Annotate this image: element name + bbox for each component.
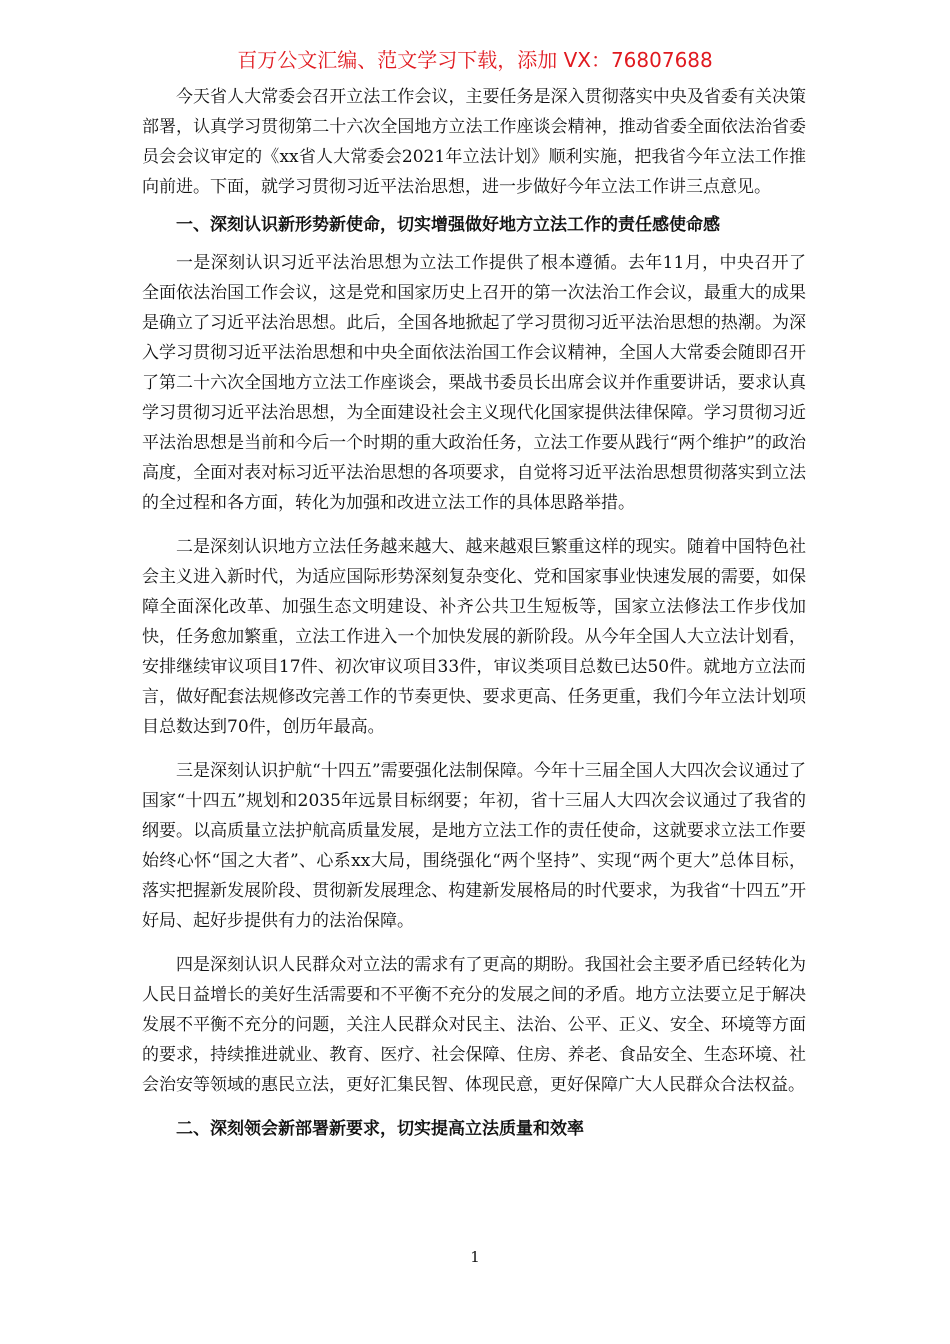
point-2-paragraph: 二是深刻认识地方立法任务越来越大、越来越艰巨繁重这样的现实。随着中国特色社会主义进入新时代，为适应国际形势深刻复杂变化、党和国家事业快速发展的需要，如保障全面深化改革、加强生态文明建设、补齐公共卫生短板等，国家立法修法工作步伐加快，任务愈加繁重，立法工作进入一个加快发展的新阶段。从今年全国人大立法计划看，安排继续审议项目17件、初次审议项目33件，审议类项目总数已达50件。就地方立法而言，做好配套法规修改完善工作的节奏更快、要求更高、任务更重，我们今年立法计划项目总数达到70件，创历年最高。 [142,537,806,737]
section-heading-1: 一、深刻认识新形势新使命，切实增强做好地方立法工作的责任感使命感 [176,215,720,235]
intro-paragraph: 今天省人大常委会召开立法工作会议，主要任务是深入贯彻落实中央及省委有关决策部署，认真学习贯彻第二十六次全国地方立法工作座谈会精神，推动省委全面依法治省委员会会议审定的《xx省人大常委会2021年立法计划》顺利实施，把我省今年立法工作推向前进。下面，就学习贯彻习近平法治思想，进一步做好今年立法工作讲三点意见。 [142,87,806,197]
point-3-paragraph: 三是深刻认识护航“十四五”需要强化法制保障。今年十三届全国人大四次会议通过了国家“十四五”规划和2035年远景目标纲要；年初，省十三届人大四次会议通过了我省的纲要。以高质量立法护航高质量发展，是地方立法工作的责任使命，这就要求立法工作要始终心怀“国之大者”、心系xx大局，围绕强化“两个坚持”、实现“两个更大”总体目标，落实把握新发展阶段、贯彻新发展理念、构建新发展格局的时代要求，为我省“十四五”开好局、起好步提供有力的法治保障。 [142,761,806,931]
document-body [142,82,806,1144]
point-1-paragraph: 一是深刻认识习近平法治思想为立法工作提供了根本遵循。去年11月，中央召开了全面依法治国工作会议，这是党和国家历史上召开的第一次法治工作会议，最重大的成果是确立了习近平法治思想。此后，全国各地掀起了学习贯彻习近平法治思想的热潮。为深入学习贯彻习近平法治思想和中央全面依法治国工作会议精神，全国人大常委会随即召开了第二十六次全国地方立法工作座谈会，栗战书委员长出席会议并作重要讲话，要求认真学习贯彻习近平法治思想，为全面建设社会主义现代化国家提供法律保障。学习贯彻习近平法治思想是当前和今后一个时期的重大政治任务，立法工作要从践行“两个维护”的政治高度，全面对表对标习近平法治思想的各项要求，自觉将习近平法治思想贯彻落实到立法的全过程和各方面，转化为加强和改进立法工作的具体思路举措。 [142,253,806,513]
point-4-paragraph: 四是深刻认识人民群众对立法的需求有了更高的期盼。我国社会主要矛盾已经转化为人民日益增长的美好生活需要和不平衡不充分的发展之间的矛盾。地方立法要立足于解决发展不平衡不充分的问题，关注人民群众对民主、法治、公平、正义、安全、环境等方面的要求，持续推进就业、教育、医疗、社会保障、住房、养老、食品安全、生态环境、社会治安等领域的惠民立法，更好汇集民智、体现民意，更好保障广大人民群众合法权益。 [142,955,806,1095]
promo-banner: 百万公文汇编、范文学习下载，添加 VX：76807688 [237,48,713,72]
section-heading-2: 二、深刻领会新部署新要求，切实提高立法质量和效率 [176,1119,584,1139]
page-number: 1 [470,1248,480,1266]
